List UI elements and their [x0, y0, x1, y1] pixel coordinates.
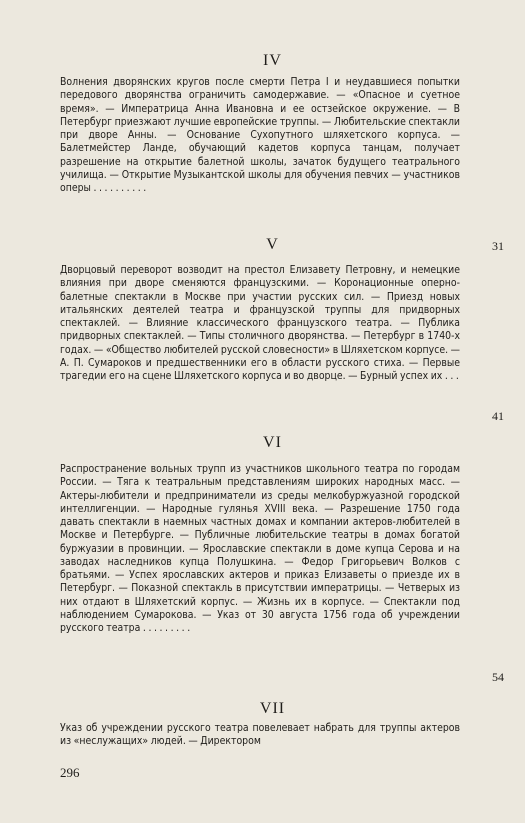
section-summary-vii: Указ об учреждении русского театра повелевает набрать для труппы актеров из «неслужащих» людей. — Директором [60, 722, 460, 748]
page-ref-iv: 31 [492, 239, 504, 253]
page-ref-v: 41 [492, 409, 504, 423]
section-numeral-v: V [266, 236, 279, 253]
section-summary-vi: Распространение вольных трупп из участников школьного театра по городам России. — Тяга к театральным представлениям широких народных масс. — Актеры-любители и предприниматели из среды мелкобуржуазной городской интеллигенции. — Народные гулянья XVIII века. — Разрешение 1750 года давать спектакли в наемных частных домах и компании актеров-любителей в Москве и Петербурге. — Публичные любительские театры в домах богатой буржуазии в провинции. — Ярославские спектакли в доме купца Серова и на заводах наследников купца Полушкина. — Федор Григорьевич Волков с братьями. — Успех ярославских актеров и приказ Елизаветы о приезде их в Петербург. — Показной спектакль в присутствии императрицы. — Четверых из них отдают в Шляхетский корпус. — Жизнь их в корпусе. — Спектакли под наблюдением Сумарокова. — Указ от 30 августа 1756 года об учреждении русского театра . . . . . . . . . [60, 463, 460, 634]
section-summary-iv: Волнения дворянских кругов после смерти Петра I и неудавшиеся попытки передового дворянства ограничить самодержавие. — «Опасное и суетное время». — Императрица Анна Ивановна и ее остзейское окружение. — В Петербург приезжают лучшие европейские труппы. — Любительские спектакли при дворе Анны. — Основание Сухопутного шляхетского корпуса. — Балетмейстер Ланде, обучающий кадетов корпуса танцам, получает разрешение на открытие балетной школы, зачаток будущего театрального училища. — Открытие Музыкантской школы для обучения певчих — участников оперы . . . . . . . . . . [60, 76, 460, 194]
page-ref-vi: 54 [492, 670, 504, 684]
section-numeral-vi: VI [263, 434, 282, 451]
section-numeral-vii: VII [259, 700, 286, 717]
section-summary-v: Дворцовый переворот возводит на престол Елизавету Петровну, и немецкие влияния при дворе сменяются французскими. — Коронационные оперно-балетные спектакли в Москве при участии русских сил. — Приезд новых итальянских деятелей театра и французской труппы для придворных спектаклей. — Влияние классического французского театра. — Публика придворных спектаклей. — Типы столичного дворянства. — Петербург в 1740-х годах. — «Общество любителей русской словесности» в Шляхетском корпусе. — А. П. Сумароков и предшественники его в области русского стиха. — Первые трагедии его на сцене Шляхетского корпуса и во дворце. — Бурный успех их . . . [60, 264, 460, 382]
page-number: 296 [60, 765, 80, 780]
section-numeral-iv: IV [263, 52, 282, 69]
